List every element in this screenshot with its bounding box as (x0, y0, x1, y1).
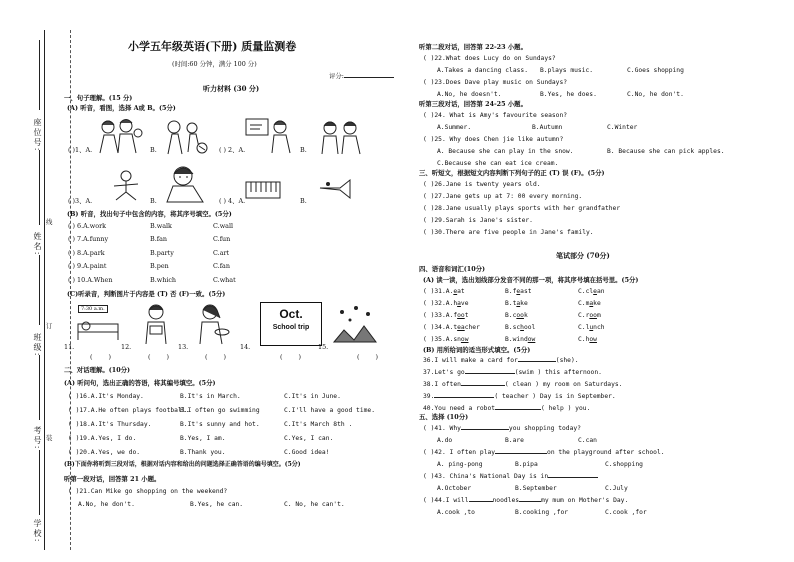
q43-c: C.July (605, 485, 628, 492)
picture-11-bed (76, 312, 120, 344)
q16-a: ( )16.A.It's Monday. (68, 393, 144, 400)
q8-a: ( ) 8.A.park (68, 249, 105, 257)
q44-c: C.cook ,for (605, 509, 647, 516)
section2b-title: (B)下面你将听到三段对话，根据对话内容和给出的问题选择正确答语的编号填空。(5分) (64, 461, 301, 468)
q23-c: C.No, he don't. (627, 91, 684, 98)
q13-bracket[interactable]: ( ) (205, 353, 227, 361)
class-label: 班级: (33, 333, 42, 358)
seat-label: 座位号: (33, 118, 42, 153)
q44-question: ( )44.I will noodles my mum on Mother's Day. (423, 497, 629, 504)
q22-a: A.Takes a dancing class. (437, 67, 528, 74)
seal-char-3: 装 (46, 434, 53, 442)
q24-question: ( )24. What is Amy's favourite season? (423, 112, 568, 119)
q31-c: C.clean (578, 288, 605, 295)
name-field[interactable] (39, 150, 40, 225)
q10-b: B.which (150, 276, 177, 284)
q41-b: B.are (505, 437, 524, 444)
q34-c: C.lunch (578, 324, 605, 331)
q3-b-label: B. (150, 197, 157, 205)
q41-a: A.do (437, 437, 453, 444)
q4-label: ( ) 4、A. (219, 197, 246, 205)
section4a-title: (A) 读一读，选出划线部分发音不同的那一项，将其序号填在括号里。(5分) (423, 276, 639, 284)
q11-bracket[interactable]: ( ) (90, 353, 112, 361)
q12-num: 12. (121, 343, 132, 351)
q24-b: B.Autumn (532, 124, 563, 131)
q7-c: C.fun (213, 235, 231, 243)
q25-a: A. Because she can play in the snow. (437, 148, 574, 155)
exam-title: 小学五年级英语(下册) 质量监测卷 (128, 40, 297, 53)
calendar-month: Oct. (279, 307, 303, 321)
section1b-title: (B) 听音，找出句子中包含的内容，将其序号填空。(5分) (67, 210, 232, 218)
q13-num: 13. (178, 343, 189, 351)
exam-no-field[interactable] (39, 355, 40, 420)
q10-c: C.what (213, 276, 236, 284)
section2-title: 二、对话理解。(10分) (64, 366, 131, 374)
q7-a: ( ) 7.A.funny (68, 235, 109, 243)
q34-a: ( )34.A.teacher (423, 324, 480, 331)
q20-b: B.Thank you. (180, 449, 226, 456)
q21-question: ( )21.Can Mike go shopping on the weekend? (68, 488, 228, 495)
q31-b: B.feast (505, 288, 532, 295)
q14-num: 14. (240, 343, 251, 351)
school-field[interactable] (39, 450, 40, 515)
q42-question: ( )42. I often play on the playground after school. (423, 449, 665, 456)
q18-b: B.It's sunny and hot. (180, 421, 260, 428)
q20-a: ( )20.A.Yes, we do. (68, 449, 141, 456)
q11-num: 11. (64, 343, 75, 351)
q21-a: A.No, he don't. (78, 501, 135, 508)
picture-3b-girl-sleeping (163, 164, 211, 204)
calendar-event: School trip (272, 324, 310, 331)
picture-2a-chinese-class (244, 117, 294, 155)
q41-c: C.can (578, 437, 597, 444)
q42-c: C.shopping (605, 461, 643, 468)
q15-num: 15. (318, 343, 329, 351)
q44-a: A.cook ,to (437, 509, 475, 516)
q43-blank[interactable] (548, 477, 598, 478)
q42-b: B.pipa (515, 461, 538, 468)
q8-b: B.party (150, 249, 174, 257)
q21-b: B.Yes, he can. (190, 501, 244, 508)
picture-4a-piano (244, 172, 284, 202)
school-label: 学校: (33, 519, 42, 544)
picture-15-snow (330, 302, 380, 346)
q17-c: C.I'll have a good time. (284, 407, 375, 414)
q9-a: ( ) 9.A.paint (68, 262, 107, 270)
q33-b: B.cook (505, 312, 528, 319)
seal-char-1: 线 (46, 218, 53, 226)
q12-bracket[interactable]: ( ) (148, 353, 170, 361)
q23-a: A.No, he doesn't. (437, 91, 502, 98)
picture-12-girl-reading (136, 302, 176, 346)
picture-3a-skating (106, 170, 146, 202)
q19-c: C.Yes, I can. (284, 435, 334, 442)
margin-line (44, 30, 45, 550)
q6-b: B.walk (150, 222, 172, 230)
q35-a: ( )35.A.snow (423, 336, 469, 343)
q18-c: C.It's March 8th . (284, 421, 353, 428)
q36-blank[interactable] (518, 361, 556, 362)
q10-a: ( ) 10.A.When (68, 276, 113, 284)
q40: 40.You need a robot ( help ) you. (423, 405, 591, 412)
q32-a: ( )32.A.have (423, 300, 469, 307)
q39: 39. ( teacher ) Day is in September. (423, 393, 616, 400)
q39-blank[interactable] (434, 397, 494, 398)
q35-b: B.window (505, 336, 536, 343)
dialog2-title: 听第二段对话，回答第 22-23 小题。 (419, 43, 527, 51)
q9-c: C.fan (213, 262, 230, 270)
q31-a: ( )31.A.eat (423, 288, 465, 295)
q24-a: A.Summer. (437, 124, 472, 131)
q14-bracket[interactable]: ( ) (280, 353, 302, 361)
q35-c: C.how (578, 336, 597, 343)
q29: ( )29.Sarah is Jane's sister. (423, 217, 533, 224)
picture-4b-trumpet (316, 172, 356, 202)
exam-no-label: 考号: (33, 426, 42, 451)
section4-title: 四、语音和词汇(10分) (419, 265, 486, 273)
section1c-title: (C)听录音，判断图片于内容是 (T) 否 (F)一致。(5分) (67, 290, 226, 298)
section5-title: 五、选择 (10分) (419, 413, 469, 421)
q6-a: ( ) 6.A.work (68, 222, 107, 230)
q20-c: C.Good idea! (284, 449, 330, 456)
q32-b: B.take (505, 300, 528, 307)
name-label: 姓名: (33, 232, 42, 257)
q44-b: B.cooking ,for (515, 509, 569, 516)
q37: 37.Let's go (swim ) this afternoon. (423, 369, 602, 376)
q7-b: B.fan (150, 235, 168, 243)
q42-blank[interactable] (495, 453, 547, 454)
q1-label: ( )1、A. (68, 146, 93, 154)
q3-label: ( )3、A. (68, 197, 93, 205)
q32-c: C.make (578, 300, 601, 307)
q33-c: C.room (578, 312, 601, 319)
q9-b: B.pen (150, 262, 169, 270)
q22-question: ( )22.What does Lucy do on Sundays? (423, 55, 556, 62)
q2-label: ( ) 2、A. (219, 146, 246, 154)
q25-question: ( )25. Why does Chen jie like autumn? (423, 136, 564, 143)
picture-13-girl-eating (192, 302, 232, 346)
section2a-title: (A) 听问句，选出正确的答语，将其编号填空。(5分) (64, 379, 216, 387)
q34-b: B.school (505, 324, 536, 331)
school-trip-calendar (260, 302, 322, 346)
dialog1-title: 听第一段对话，回答第 21 小题。 (64, 475, 161, 483)
q44-blank-2[interactable] (519, 501, 541, 502)
class-field[interactable] (39, 255, 40, 325)
picture-1a-family (96, 117, 146, 155)
q30: ( )30.There are five people in Jane's family. (423, 229, 594, 236)
q19-a: ( )19.A.Yes, I do. (68, 435, 137, 442)
q43-question: ( )43. China's National Day is in (423, 473, 598, 481)
exam-subtitle: (时间:60 分钟，满分 100 分) (172, 60, 257, 68)
section4b-title: (B) 用所给词的适当形式填空。(5分) (423, 346, 531, 354)
alarm-time: 7:30 a.m. (78, 305, 108, 313)
q38-blank[interactable] (461, 385, 505, 386)
q21-c: C. No, he can't. (284, 501, 345, 508)
q44-blank-1[interactable] (469, 501, 493, 502)
q6-c: C.wall (213, 222, 234, 230)
q41-question: ( )41. Why you shopping today? (423, 425, 581, 432)
q33-a: ( )33.A.foot (423, 312, 469, 319)
q1-b-label: B. (150, 146, 157, 154)
q25-c: C.Because she can eat ice cream. (437, 160, 559, 167)
q40-blank[interactable] (495, 409, 541, 410)
q26: ( )26.Jane is twenty years old. (423, 181, 541, 188)
dialog3-title: 听第三段对话，回答第 24-25 小题。 (419, 100, 527, 108)
written-part-title: 笔试部分 (70分) (556, 251, 610, 260)
score-field[interactable] (344, 77, 394, 78)
q43-b: B.September (515, 485, 557, 492)
section3-title: 三、听短文，根据短文内容判断下列句子的正 (T) 误 (F)。(5分) (419, 169, 605, 177)
q25-b: B. Because she can pick apples. (607, 148, 725, 155)
q36: 36.I will make a card for (she). (423, 357, 579, 364)
q8-c: C.art (213, 249, 230, 257)
q37-blank[interactable] (465, 373, 515, 374)
q19-b: B.Yes, I am. (180, 435, 226, 442)
q4-b-label: B. (300, 197, 307, 205)
q28: ( )28.Jane usually plays sports with her grandfather (423, 205, 621, 212)
picture-2b-kids-painting (316, 118, 366, 156)
picture-1b-football (162, 118, 208, 156)
q27: ( )27.Jane gets up at 7: 00 every morning. (423, 193, 583, 200)
seal-char-2: 订 (46, 322, 53, 330)
section1a-title: (A) 听音，看图，选择 A或 B。(5分) (67, 104, 176, 112)
q18-a: ( )18.A.It's Thursday. (68, 421, 152, 428)
q22-b: B.plays music. (540, 67, 594, 74)
q24-c: C.Winter (607, 124, 638, 131)
q23-question: ( )23.Does Dave play music on Sundays? (423, 79, 568, 86)
seat-field[interactable] (39, 40, 40, 110)
q41-blank[interactable] (461, 429, 509, 430)
listening-title: 听力材料 (30 分) (203, 84, 260, 93)
q17-b: B.I often go swimming (180, 407, 260, 414)
q23-b: B.Yes, he does. (540, 91, 597, 98)
q43-a: A.October (437, 485, 472, 492)
q42-a: A. ping-pong (437, 461, 483, 468)
q22-c: C.Goes shopping (627, 67, 684, 74)
section1-title: 一、句子理解。(15 分) (64, 94, 133, 102)
q15-bracket[interactable]: ( ) (357, 353, 379, 361)
score-label: 评分: (329, 72, 394, 80)
q2-b-label: B. (300, 146, 307, 154)
q16-c: C.It's in June. (284, 393, 341, 400)
q16-b: B.It's in March. (180, 393, 241, 400)
q17-a: ( )17.A.He often plays football. (68, 407, 190, 414)
q38: 38.I often ( clean ) my room on Saturdays. (423, 381, 623, 388)
